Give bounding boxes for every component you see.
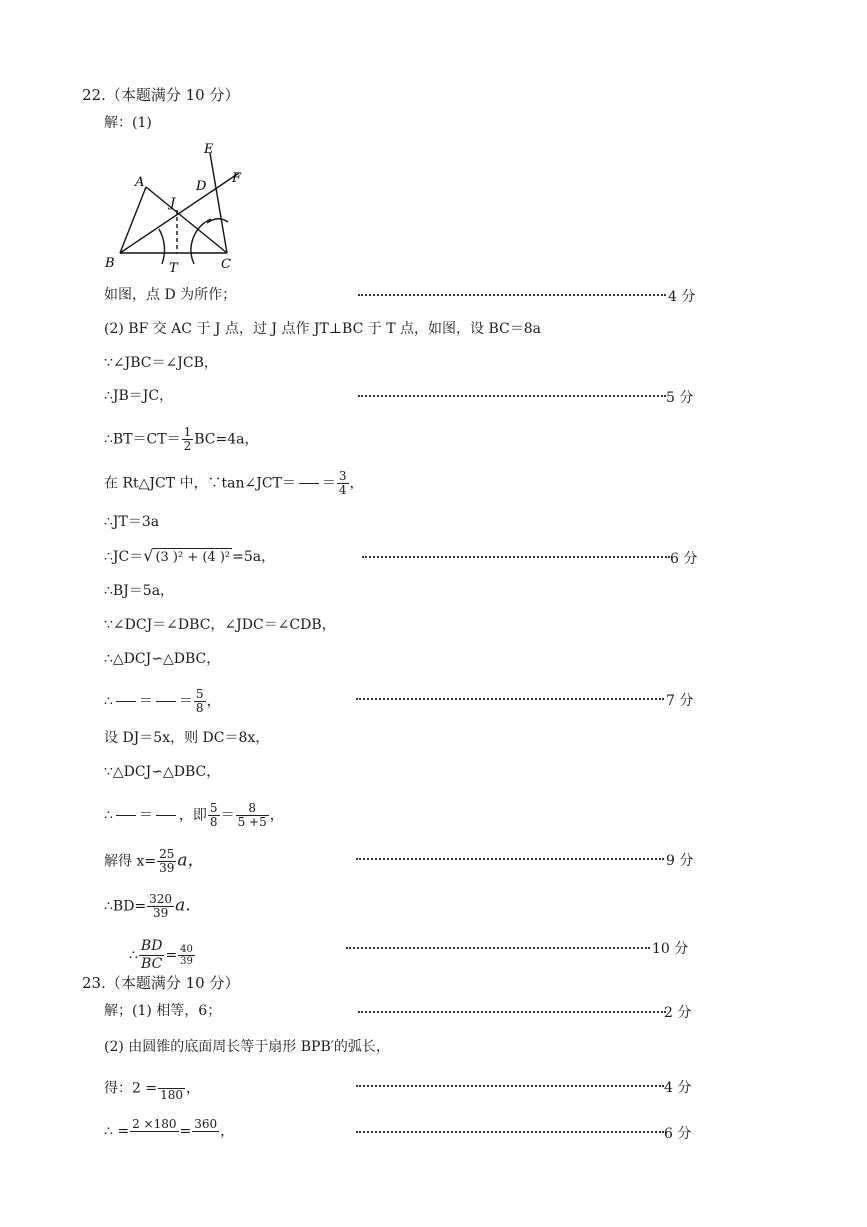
numerator: 40 — [180, 944, 193, 955]
text: =5a， — [232, 549, 276, 565]
q22-line10: ∵∠DCJ＝∠DBC，∠JDC＝∠CDB， — [104, 617, 336, 633]
q22-line18 — [129, 938, 196, 973]
fraction-ratio — [178, 944, 195, 967]
denominator: 4 — [338, 483, 347, 497]
fraction-blank — [299, 483, 319, 484]
text: ∴BD= — [104, 898, 147, 915]
text: ， — [349, 475, 364, 492]
text: ， — [220, 1123, 235, 1140]
fraction-half — [182, 426, 194, 453]
numerator: BD — [140, 938, 163, 954]
q22-line14: ∵△DCJ∽△DBC， — [104, 764, 221, 780]
fraction-bd — [147, 893, 174, 920]
leader-dots — [358, 395, 666, 397]
segment-ac — [146, 187, 227, 253]
fraction-result — [192, 1118, 219, 1145]
q22-line13: 设 DJ＝5x，则 DC＝8x， — [104, 730, 270, 746]
text: ∴ — [129, 947, 138, 964]
text: = — [179, 1123, 192, 1140]
text: = — [165, 947, 178, 964]
score-6: 6 分 — [664, 1126, 692, 1142]
score-9: 9 分 — [666, 853, 694, 869]
q22-line5 — [104, 426, 258, 453]
leader-dots — [356, 698, 664, 700]
numerator: 8 — [236, 802, 269, 816]
q23-line2: (2) 由圆锥的底面周长等于扇形 BPB′的弧长， — [104, 1039, 390, 1055]
leader-dots — [346, 947, 650, 949]
label-e: E — [204, 142, 214, 157]
ray-ce — [210, 153, 227, 253]
q22-line9: ∴BJ＝5a， — [104, 583, 175, 599]
q23-line1: 解；(1) 相等，6； — [104, 1003, 222, 1019]
q22-title: 22.（本题满分 10 分） — [82, 86, 240, 104]
text: ∴ — [104, 807, 113, 824]
leader-dots — [358, 1011, 666, 1013]
fraction-five-eighths — [194, 688, 206, 715]
label-c: C — [221, 257, 231, 272]
fraction-five-eighths — [208, 802, 220, 829]
q22-line12 — [104, 688, 221, 715]
leader-dots — [356, 1085, 664, 1087]
label-f: F — [232, 171, 242, 186]
q22-line7: ∴JT＝3a — [104, 514, 160, 530]
fraction-angle — [130, 1118, 178, 1145]
text: ＝ — [321, 475, 336, 492]
q22-line1: 如图，点 D 为所作； — [104, 287, 237, 303]
q22-part1-label: 解：(1) — [104, 115, 152, 131]
leader-dots — [356, 1131, 664, 1133]
fraction-blank — [156, 815, 176, 816]
label-b: B — [105, 256, 115, 271]
text: ∴ = — [104, 1123, 130, 1140]
score-5: 5 分 — [666, 390, 694, 406]
segment-ba — [120, 187, 146, 253]
text: 解得 x= — [104, 853, 157, 870]
score-4: 4 分 — [664, 1080, 692, 1096]
text: ＝ — [138, 693, 153, 710]
text: ，即 — [178, 807, 207, 824]
q22-line11: ∴△DCJ∽△DBC， — [104, 651, 221, 667]
q23-title: 23.（本题满分 10 分） — [82, 974, 240, 992]
score-4: 4 分 — [668, 289, 696, 305]
denominator: BC — [141, 956, 163, 972]
text: 在 Rt△JCT 中，∵tan∠JCT＝ — [104, 475, 296, 492]
numerator — [158, 1075, 185, 1089]
fraction-blank — [116, 701, 136, 702]
numerator: 25 — [159, 847, 175, 861]
numerator: 2 ×180 — [132, 1117, 177, 1131]
text: ∴JC＝ — [104, 549, 144, 565]
q23-line4 — [104, 1118, 234, 1145]
text: ＝ — [138, 807, 153, 824]
leader-dots — [362, 556, 670, 558]
numerator: 3 — [338, 469, 347, 483]
text: 得：2 = — [104, 1080, 158, 1097]
text: ， — [269, 807, 284, 824]
fraction-arc — [158, 1075, 185, 1102]
fraction-blank — [156, 701, 176, 702]
text: ＝ — [178, 693, 193, 710]
text: a， — [177, 850, 205, 871]
label-d: D — [196, 179, 207, 194]
q22-line17 — [104, 893, 191, 920]
q22-line15 — [104, 802, 284, 829]
numerator: 1 — [183, 425, 192, 439]
denominator — [192, 1132, 219, 1145]
denominator: 2 — [183, 439, 192, 453]
denominator: 8 — [195, 701, 204, 715]
text: ， — [186, 1080, 200, 1097]
fraction-bd-bc — [139, 938, 165, 973]
denominator: 180 — [160, 1088, 183, 1102]
q22-line6 — [104, 470, 364, 497]
text: ∴BT＝CT＝ — [104, 431, 181, 448]
text: a. — [175, 895, 191, 916]
fraction-x — [157, 848, 176, 875]
q22-line16 — [104, 848, 205, 875]
text: ＝ — [220, 807, 235, 824]
triangle-figure — [98, 136, 258, 278]
label-t: T — [169, 261, 178, 276]
score-6: 6 分 — [670, 551, 698, 567]
denominator: 8 — [209, 815, 218, 829]
text: BC=4a， — [194, 431, 259, 448]
leader-dots — [356, 858, 664, 860]
denominator: 39 — [152, 906, 169, 920]
numerator: 320 — [149, 892, 173, 906]
denominator: 39 — [180, 956, 193, 967]
label-a: A — [135, 175, 145, 190]
score-2: 2 分 — [664, 1005, 692, 1021]
fraction-blank — [116, 815, 136, 816]
sqrt-sign: √ — [143, 546, 154, 565]
q22-line2: (2) BF 交 AC 于 J 点，过 J 点作 JT⊥BC 于 T 点，如图，设 BC＝8a — [104, 321, 541, 337]
denominator: 5 +5 — [237, 815, 267, 829]
denominator: 39 — [159, 861, 175, 875]
denominator — [130, 1132, 178, 1145]
leader-dots — [358, 294, 666, 296]
score-10: 10 分 — [652, 941, 689, 957]
text: ， — [206, 693, 221, 710]
numerator: 5 — [195, 687, 204, 701]
fraction-three-quarters — [337, 470, 349, 497]
numerator: 5 — [209, 801, 218, 815]
radicand: (3 )² + (4 )² — [155, 550, 231, 565]
fraction-eight-over — [236, 802, 269, 829]
q23-line3 — [104, 1075, 200, 1102]
numerator: 360 — [194, 1117, 218, 1131]
arc-b — [159, 229, 164, 264]
q22-line3: ∵∠JBC＝∠JCB， — [104, 355, 218, 371]
q22-line8 — [104, 547, 275, 567]
q22-line4: ∴JB＝JC， — [104, 388, 174, 404]
score-7: 7 分 — [666, 693, 694, 709]
label-j: J — [170, 196, 176, 211]
text: ∴ — [104, 693, 113, 710]
